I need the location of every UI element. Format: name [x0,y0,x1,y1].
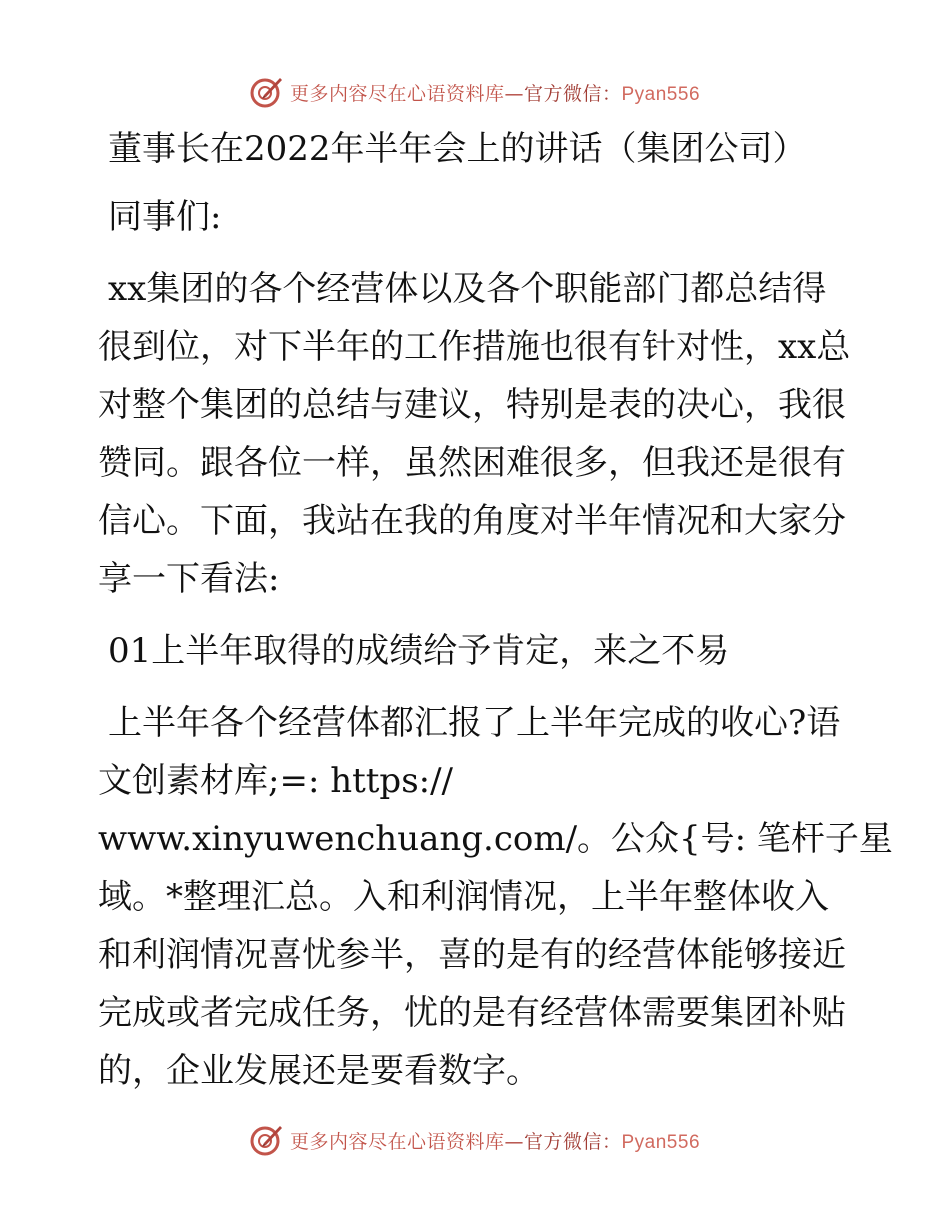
paragraph-line: 和利润情况喜忧参半，喜的是有的经营体能够接近 [98,935,846,975]
document-body [98,120,893,1100]
greeting: 同事们: [108,197,222,237]
watermark-wechat-id: Pyan556 [621,1131,701,1153]
watermark-wechat-label: 官方微信： [523,1130,622,1153]
paragraph-line: 享一下看法: [98,559,280,599]
watermark-main: 更多内容尽在心语资料库 [289,82,505,105]
watermark-text [290,79,700,106]
paragraph-line: 的，企业发展还是要看数字。 [98,1051,540,1091]
document-title: 董事长在2022年半年会上的讲话（集团公司） [108,129,807,169]
paragraph-line: 上半年各个经营体都汇报了上半年完成的收心?语 [108,703,841,743]
paragraph-line: 文创素材库;=: https:// [98,761,454,801]
watermark-dash: — [504,1130,524,1153]
footer-watermark-banner [0,1120,950,1160]
paragraph-line: 信心。下面，我站在我的角度对半年情况和大家分 [98,501,846,541]
paragraph-1 [98,260,858,608]
watermark-wechat-label: 官方微信： [523,82,622,105]
watermark-dash: — [504,82,524,105]
paragraph-line: 很到位，对下半年的工作措施也很有针对性，xx总 [98,327,851,367]
paragraph-line: 对整个集团的总结与建议，特别是表的决心，我很 [98,385,846,425]
paragraph-line: xx集团的各个经营体以及各个职能部门都总结得 [108,269,827,309]
paragraph-line: 赞同。跟各位一样，虽然困难很多，但我还是很有 [98,443,846,483]
paragraph-line: www.xinyuwenchuang.com/。公众{号: 笔杆子星 [98,819,893,859]
watermark-wechat-id: Pyan556 [621,83,701,105]
section-heading-01: 01上半年取得的成绩给予肯定，来之不易 [108,631,730,671]
header-watermark-banner [0,72,950,112]
watermark-main: 更多内容尽在心语资料库 [289,1130,505,1153]
paragraph-2 [98,694,893,1100]
quill-logo-icon [250,75,284,109]
paragraph-line: 完成或者完成任务，忧的是有经营体需要集团补贴 [98,993,846,1033]
paragraph-line: 域。*整理汇总。入和利润情况，上半年整体收入 [98,877,829,917]
quill-logo-icon [250,1123,284,1157]
watermark-text [290,1127,700,1154]
